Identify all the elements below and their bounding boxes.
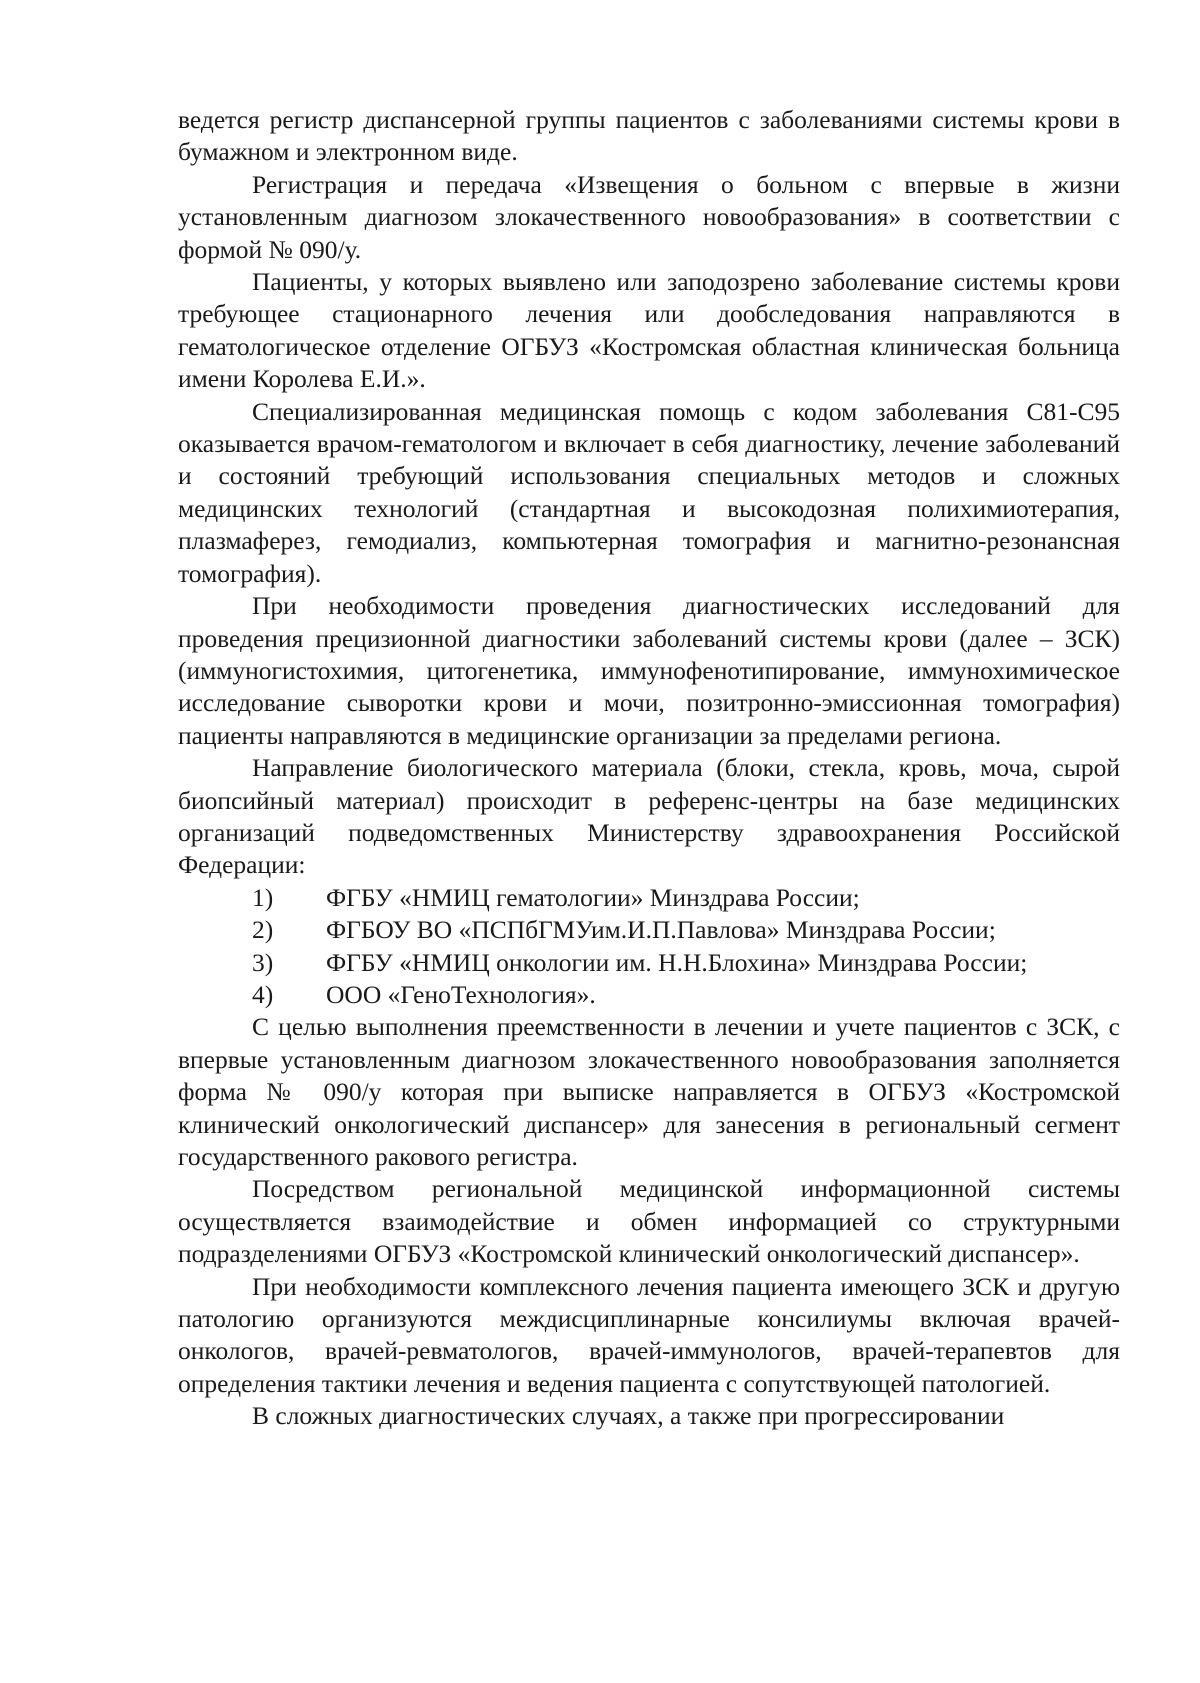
paragraph-continuity-of-care: С целью выполнения преемственности в лечении и учете пациентов с ЗСК, с впервые установленным диагнозом злокачественного новообразования заполняется форма № 090/у которая при выписке направляется в ОГБУЗ «Костромской клинический онкологический диспансер» для занесения в региональный сегмент государственного ракового регистра. [178,1012,1120,1171]
list-item [178,914,1120,946]
list-item-number: 2) [252,915,274,945]
document-body [178,104,1120,1433]
paragraph-registry-continuation: ведется регистр диспансерной группы пациентов с заболеваниями системы крови в бумажном и электронном виде. [178,105,1120,167]
list-item [178,947,1120,979]
list-item-text: ФГБУ «НМИЦ гематологии» Минздрава России; [326,882,860,912]
paragraph-biomaterial-referral: Направление биологического материала (блоки, стекла, кровь, моча, сырой биопсийный материал) происходит в референс-центры на базе медицинских организаций подведомственных Министерству здравоохранения Российской Федерации: [178,753,1120,880]
list-item-number: 1) [252,882,274,912]
list-item-number: 4) [252,979,274,1009]
paragraph-precision-diagnostics: При необходимости проведения диагностических исследований для проведения прецизионной диагностики заболеваний системы крови (далее – ЗСК) (иммуногистохимия, цитогенетика, иммунофенотипирование, иммунохимическое исследование сыворотки крови и мочи, позитронно-эмиссионная томография) пациенты направляются в медицинские организации за пределами региона. [178,591,1120,750]
list-item-text: ФГБУ «НМИЦ онкологии им. Н.Н.Блохина» Минздрава России; [326,947,1028,977]
paragraph-complex-cases: В сложных диагностических случаях, а также при прогрессировании [252,1401,1005,1431]
reference-centers-list [178,882,1120,1012]
paragraph-multidisciplinary-councils: При необходимости комплексного лечения пациента имеющего ЗСК и другую патологию организуются междисциплинарные консилиумы включая врачей- онкологов, врачей-ревматологов, врачей-иммунологов, врачей-терапевтов для определения тактики лечения и ведения пациента с сопутствующей патологией. [178,1271,1120,1398]
list-item-text: ФГБОУ ВО «ПСПбГМУим.И.П.Павлова» Минздрава России; [326,915,996,945]
paragraph-hematology-referral: Пациенты, у которых выявлено или заподозрено заболевание системы крови требующее стационарного лечения или дообследования направляются в гематологическое отделение ОГБУЗ «Костромская областная клиническая больница имени Королева Е.И.». [178,267,1120,394]
list-item [178,882,1120,914]
list-item [178,979,1120,1011]
list-item-number: 3) [252,947,274,977]
list-item-text: ООО «ГеноТехнология». [326,979,596,1009]
paragraph-notification-form: Регистрация и передача «Извещения о больном с впервые в жизни установленным диагнозом злокачественного новообразования» в соответствии с формой № 090/у. [178,169,1120,264]
paragraph-specialized-care: Специализированная медицинская помощь с кодом заболевания С81-С95 оказывается врачом-гематологом и включает в себя диагностику, лечение заболеваний и состояний требующий использования специальных методов и сложных медицинских технологий (стандартная и высокодозная полихимиотерапия, плазмаферез, гемодиализ, компьютерная томография и магнитно-резонансная томография). [178,396,1120,588]
paragraph-information-system: Посредством региональной медицинской информационной системы осуществляется взаимодействие и обмен информацией со структурными подразделениями ОГБУЗ «Костромской клинический онкологический диспансер». [178,1174,1120,1269]
